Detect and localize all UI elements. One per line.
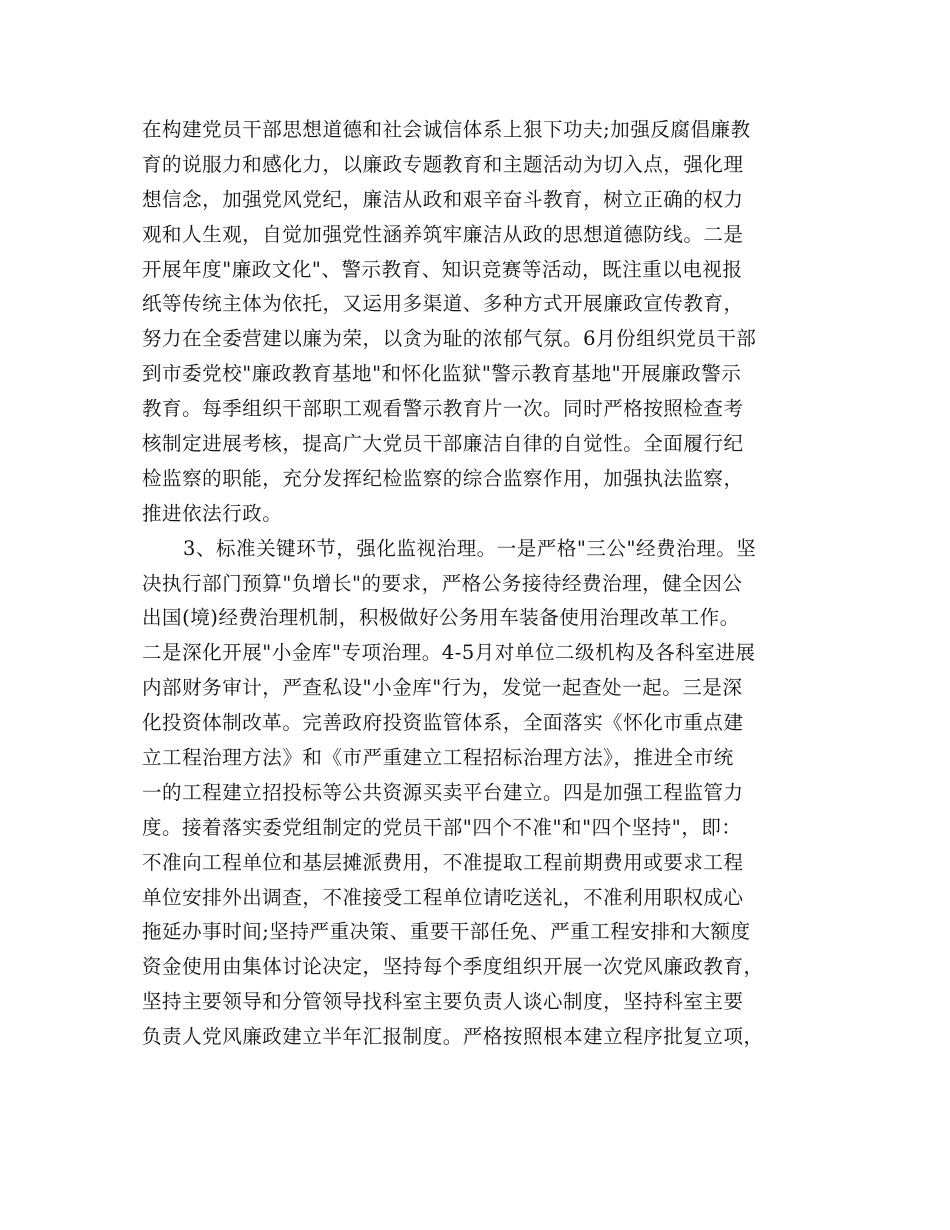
- text-line: 化投资体制改革。完善政府投资监管体系，全面落实《怀化市重点建: [142, 711, 744, 735]
- text-line: 出国(境)经费治理机制，积极做好公务用车装备使用治理改革工作。: [142, 606, 740, 630]
- paragraph-2: [142, 532, 826, 1055]
- text-line: 内部财务审计，严查私设"小金库"行为，发觉一起查处一起。三是深: [142, 676, 743, 700]
- text-line: 推进依法行政。: [142, 501, 283, 525]
- text-line: 二是深化开展"小金库"专项治理。4-5月对单位二级机构及各科室进展: [142, 641, 756, 665]
- text-line: 核制定进展考核，提高广大党员干部廉洁自律的自觉性。全面履行纪: [142, 432, 744, 456]
- text-line: 教育。每季组织干部职工观看警示教育片一次。同时严格按照检查考: [142, 397, 744, 421]
- text-line: 检监察的职能，充分发挥纪检监察的综合监察作用，加强执法监察，: [142, 466, 744, 490]
- text-line: 负责人党风廉政建立半年汇报制度。严格按照根本建立程序批复立项，: [142, 1025, 764, 1049]
- text-line: 到市委党校"廉政教育基地"和怀化监狱"警示教育基地"开展廉政警示: [142, 362, 742, 386]
- text-line: 度。接着落实委党组制定的党员干部"四个不准"和"四个坚持"，即：: [142, 815, 742, 839]
- text-line: 在构建党员干部思想道德和社会诚信体系上狠下功夫;加强反腐倡廉教: [142, 118, 751, 141]
- text-line: 纸等传统主体为依托，又运用多渠道、多种方式开展廉政宣传教育，: [142, 292, 744, 316]
- text-line: 观和人生观，自觉加强党性涵养筑牢廉洁从政的思想道德防线。二是: [142, 222, 744, 246]
- document-page: [142, 113, 826, 1055]
- text-line: 拖延办事时间;坚持严重决策、重要干部任免、严重工程安排和大额度: [142, 920, 751, 944]
- text-line: 决执行部门预算"负增长"的要求，严格公务接待经费治理，健全因公: [142, 571, 743, 595]
- paragraph-1: [142, 113, 826, 532]
- text-line: 想信念，加强党风党纪，廉洁从政和艰辛奋斗教育，树立正确的权力: [142, 187, 744, 211]
- text-line: 立工程治理方法》和《市严重建立工程招标治理方法》，推进全市统: [142, 746, 734, 770]
- text-line: 开展年度"廉政文化"、警示教育、知识竞赛等活动，既注重以电视报: [142, 257, 743, 281]
- text-line: 3、标准关键环节，强化监视治理。一是严格"三公"经费治理。坚: [183, 536, 757, 560]
- text-line: 一的工程建立招投标等公共资源买卖平台建立。四是加强工程监管力: [142, 780, 744, 804]
- text-line: 育的说服力和感化力，以廉政专题教育和主题活动为切入点，强化理: [142, 152, 744, 176]
- text-line: 单位安排外出调查，不准接受工程单位请吃送礼，不准利用职权成心: [142, 885, 744, 909]
- text-line: 坚持主要领导和分管领导找科室主要负责人谈心制度，坚持科室主要: [142, 990, 744, 1014]
- text-line: 资金使用由集体讨论决定，坚持每个季度组织开展一次党风廉政教育，: [142, 955, 764, 979]
- text-line: 不准向工程单位和基层摊派费用，不准提取工程前期费用或要求工程: [142, 850, 744, 874]
- text-line: 努力在全委营建以廉为荣，以贪为耻的浓郁气氛。6月份组织党员干部: [142, 327, 757, 351]
